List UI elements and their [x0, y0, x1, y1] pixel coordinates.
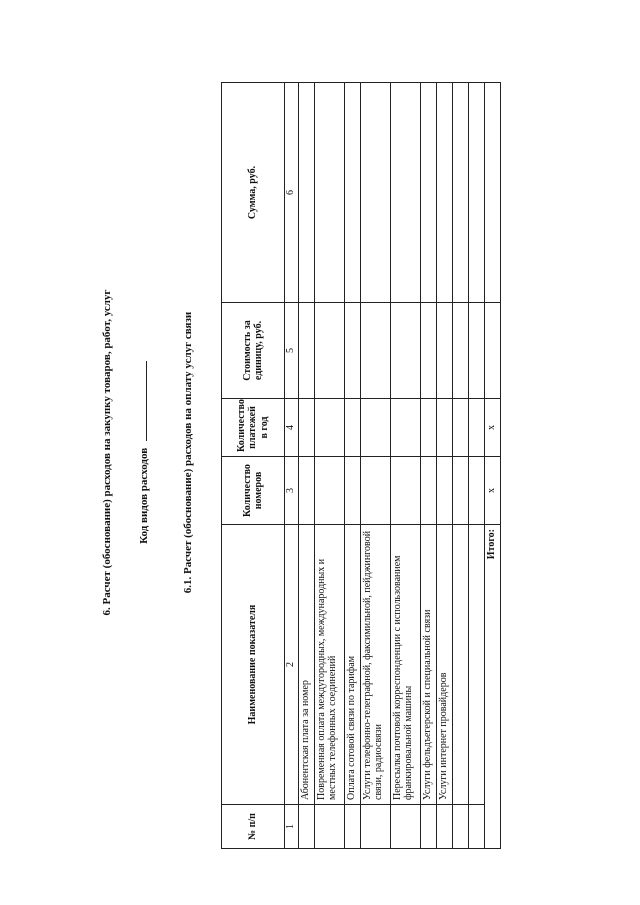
- col-number: 4: [285, 399, 299, 457]
- cell-name: Услуги телефонно-телеграфной, факсимильной, пейджинговой связи, радиосвязи: [361, 525, 391, 805]
- col-number: 6: [285, 83, 299, 303]
- col-number: 1: [285, 805, 299, 849]
- cell-sum: [437, 83, 453, 303]
- table-row: [299, 83, 315, 849]
- table-header-row: [222, 83, 285, 849]
- cell-no: [421, 805, 437, 849]
- header-payments: Количество платежей в год: [222, 399, 285, 457]
- table-row: [421, 83, 437, 849]
- cell-payments: [469, 399, 485, 457]
- expense-code-label: Код видов расходов: [138, 447, 150, 544]
- cell-name: [469, 525, 485, 805]
- cell-cost: [421, 303, 437, 399]
- cell-qty: [299, 457, 315, 525]
- header-cost: Стоимость за единицу, руб.: [222, 303, 285, 399]
- column-number-row: [285, 83, 299, 849]
- cell-sum: [421, 83, 437, 303]
- total-sum: [485, 83, 501, 303]
- cell-sum: [361, 83, 391, 303]
- cell-name: Абонентская плата за номер: [299, 525, 315, 805]
- subsection-title: 6.1. Расчет (обоснование) расходов на оплату услуг связи: [182, 311, 194, 594]
- expense-code-blank: [137, 361, 147, 441]
- total-row: [485, 83, 501, 849]
- cell-payments: [361, 399, 391, 457]
- cell-name: Пересылка почтовой корреспонденции с использованием франкировальной машины: [391, 525, 421, 805]
- cell-qty: [453, 457, 469, 525]
- cell-cost: [469, 303, 485, 399]
- cell-cost: [299, 303, 315, 399]
- cell-no: [437, 805, 453, 849]
- cell-payments: [345, 399, 361, 457]
- cell-no: [469, 805, 485, 849]
- cell-sum: [469, 83, 485, 303]
- cell-name: Повременная оплата междугородных, международных и местных телефонных соединений: [315, 525, 345, 805]
- cell-cost: [361, 303, 391, 399]
- section-title: 6. Расчет (обоснование) расходов на закупку товаров, работ, услуг: [101, 289, 113, 616]
- cell-name: Услуги интернет провайдеров: [437, 525, 453, 805]
- cell-no: [453, 805, 469, 849]
- cell-sum: [315, 83, 345, 303]
- header-name: Наименование показателя: [222, 525, 285, 805]
- cell-name: Услуги фельдъегерской и специальной связи: [421, 525, 437, 805]
- expense-code-line: [137, 0, 150, 905]
- cell-payments: [421, 399, 437, 457]
- cell-payments: [453, 399, 469, 457]
- cell-payments: [299, 399, 315, 457]
- cell-sum: [391, 83, 421, 303]
- cell-qty: [345, 457, 361, 525]
- cell-name: Оплата сотовой связи по тарифам: [345, 525, 361, 805]
- cell-payments: [315, 399, 345, 457]
- table-row: [437, 83, 453, 849]
- cell-qty: [391, 457, 421, 525]
- table-row: [345, 83, 361, 849]
- communication-costs-table: [221, 82, 501, 849]
- table-row: [469, 83, 485, 849]
- cell-cost: [391, 303, 421, 399]
- cell-cost: [345, 303, 361, 399]
- total-qty: x: [485, 457, 501, 525]
- cell-qty: [437, 457, 453, 525]
- table-row: [361, 83, 391, 849]
- cell-payments: [437, 399, 453, 457]
- col-number: 5: [285, 303, 299, 399]
- cell-cost: [437, 303, 453, 399]
- cell-payments: [391, 399, 421, 457]
- total-label: Итого:: [485, 525, 501, 849]
- cell-no: [345, 805, 361, 849]
- col-number: 2: [285, 525, 299, 805]
- header-sum: Сумма, руб.: [222, 83, 285, 303]
- cell-sum: [345, 83, 361, 303]
- header-no: № п/п: [222, 805, 285, 849]
- cell-qty: [361, 457, 391, 525]
- cell-sum: [299, 83, 315, 303]
- cell-no: [361, 805, 391, 849]
- col-number: 3: [285, 457, 299, 525]
- cell-name: [453, 525, 469, 805]
- table-row: [391, 83, 421, 849]
- cell-qty: [315, 457, 345, 525]
- cell-qty: [469, 457, 485, 525]
- header-qty: Количество номеров: [222, 457, 285, 525]
- cell-cost: [315, 303, 345, 399]
- table-row: [315, 83, 345, 849]
- cell-no: [299, 805, 315, 849]
- total-payments: x: [485, 399, 501, 457]
- cell-qty: [421, 457, 437, 525]
- cell-sum: [453, 83, 469, 303]
- cell-no: [391, 805, 421, 849]
- cell-no: [315, 805, 345, 849]
- total-cost: [485, 303, 501, 399]
- table-row: [453, 83, 469, 849]
- cell-cost: [453, 303, 469, 399]
